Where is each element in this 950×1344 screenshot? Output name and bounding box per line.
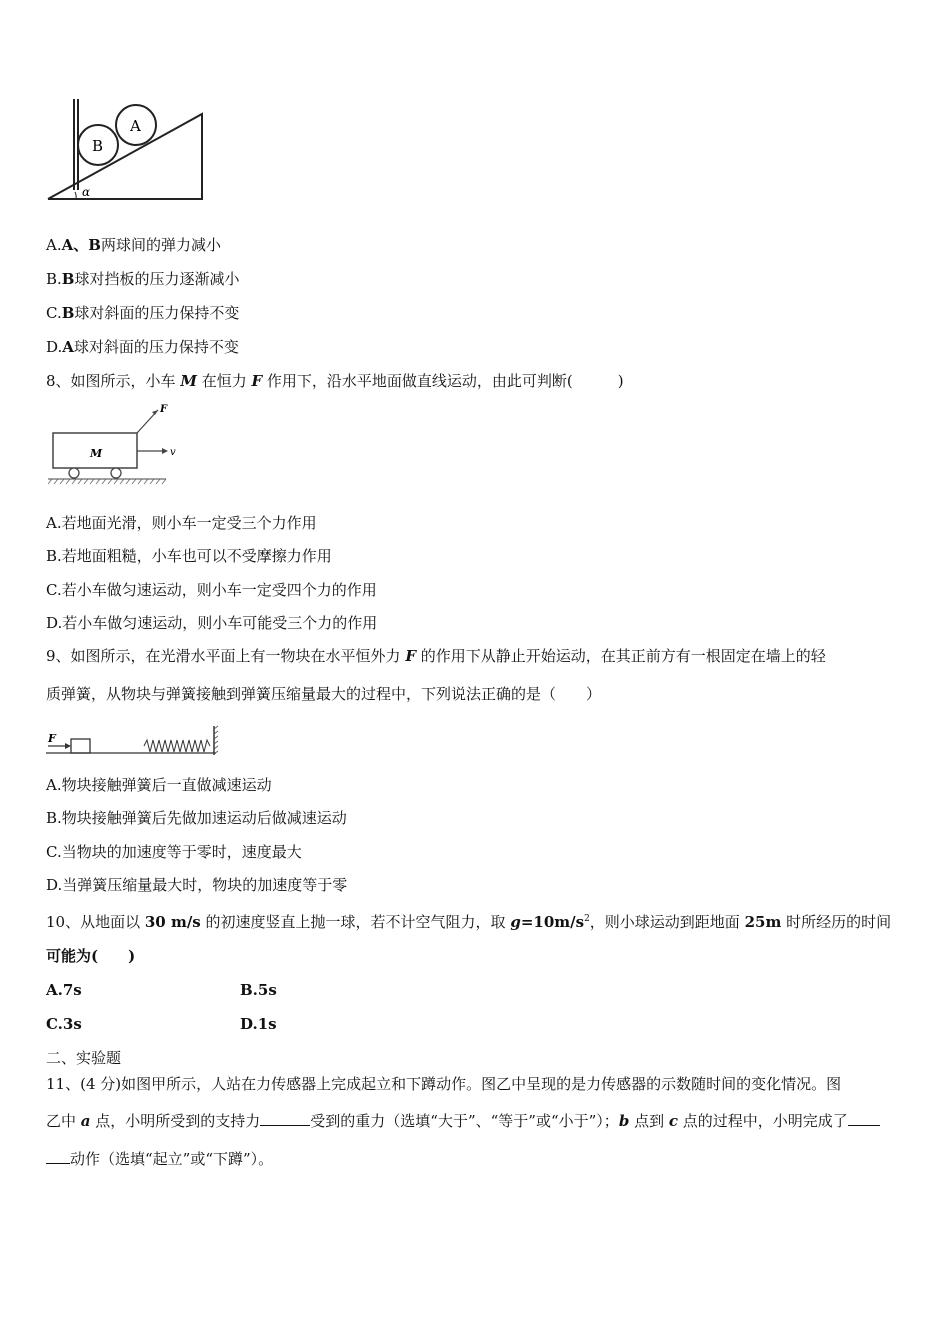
- angle-arc: [75, 192, 76, 199]
- option-text: 当物块的加速度等于零时，速度最大: [61, 843, 302, 861]
- cart-wheel-left: [69, 468, 79, 478]
- velocity-arrowhead: [162, 448, 168, 454]
- spring-force-arrowhead: [65, 743, 71, 749]
- q9-stem-part: 质弹簧，从物块与弹簧接触到弹簧压缩量最大的过程中，下列说法正确的是（ ）: [46, 685, 602, 703]
- q10-stem-part: 10、从地面以: [46, 913, 145, 931]
- q8-stem: [46, 371, 624, 391]
- option-text: 若小车做匀速运动，则小车一定受四个力的作用: [61, 581, 377, 599]
- q7-option-d: [46, 337, 239, 357]
- option-text: 两球间的弹力减小: [100, 236, 221, 254]
- q8-option-c: [46, 580, 377, 600]
- q11-point-c: c: [668, 1112, 678, 1130]
- option-letter: D.: [46, 614, 63, 632]
- angle-label: α: [82, 185, 91, 199]
- q10-option-a: A.7s: [46, 981, 82, 999]
- q10-stem-part: 的初速度竖直上抛一球，若不计空气阻力，取: [200, 913, 511, 931]
- q9-option-b: [46, 808, 347, 828]
- option-letter: B.: [46, 547, 62, 565]
- q11-part: 动作（选填“起立”或“下蹲”）。: [70, 1150, 274, 1168]
- q10-stem-part: 时所经历的时间: [781, 913, 892, 931]
- q11-part: 点的过程中，小明完成了: [678, 1112, 848, 1130]
- q11-line1: 11、(4 分)如图甲所示，人站在力传感器上完成起立和下蹲动作。图乙中呈现的是力传感器的示数随时间的变化情况。图: [46, 1075, 842, 1093]
- q8-option-a: [46, 513, 317, 533]
- option-text: 球对挡板的压力逐渐减小: [74, 270, 240, 288]
- q8-option-d: [46, 613, 377, 633]
- figure-block-spring: [44, 724, 224, 764]
- option-letter: C.: [46, 304, 62, 322]
- q10-height-value: 25m: [744, 913, 782, 931]
- q7-option-c: [46, 303, 239, 323]
- section-title: 二、实验题: [46, 1049, 122, 1067]
- option-letter: A.: [46, 514, 62, 532]
- ground-hatch: [48, 479, 166, 484]
- option-text: 若地面光滑，则小车一定受三个力作用: [61, 514, 317, 532]
- spring: [144, 740, 210, 752]
- q7-option-b: [46, 269, 240, 289]
- ball-b-label: B: [92, 137, 104, 155]
- figure-cart: [44, 400, 184, 490]
- q9-stem-part: 的作用下从静止开始运动，在其正前方有一根固定在墙上的轻: [415, 647, 826, 665]
- q11-point-a: a: [80, 1112, 91, 1130]
- q10-option-d: D.1s: [240, 1015, 277, 1033]
- answer-blank-2b[interactable]: [46, 1149, 70, 1164]
- option-letter: B.: [46, 809, 62, 827]
- q10-stem-line2: [46, 946, 135, 966]
- q11-point-b: b: [618, 1112, 630, 1130]
- q11-part: 乙中: [46, 1112, 81, 1130]
- q10-stem-part: ，则小球运动到距地面: [589, 913, 745, 931]
- q10-velocity-value: 30 m/s: [144, 913, 201, 931]
- cart-wheel-right: [111, 468, 121, 478]
- option-text: 若地面粗糙，小车也可以不受摩擦力作用: [61, 547, 332, 565]
- ball-a-label: A: [130, 117, 141, 135]
- q10-stem-part: 可能为( ): [46, 947, 136, 965]
- q9-stem-part: 9、如图所示，在光滑水平面上有一物块在水平恒外力: [46, 647, 406, 665]
- option-letter: D.: [46, 876, 63, 894]
- option-subject: B: [61, 304, 75, 322]
- option-subject: A: [62, 338, 74, 356]
- q8-stem-part: 8、如图所示，小车: [46, 372, 181, 390]
- q10-g-symbol: g: [510, 913, 521, 931]
- q7-option-a: [46, 235, 221, 255]
- block: [71, 739, 90, 753]
- q11-part: 受到的重力（选填“大于”、“等于”或“小于”）；: [310, 1112, 619, 1130]
- q11-line2: [46, 1111, 880, 1131]
- q8-force-symbol: F: [251, 372, 263, 390]
- force-arrowhead: [152, 410, 158, 415]
- option-text: 球对斜面的压力保持不变: [74, 304, 240, 322]
- q8-stem-part: 在恒力: [196, 372, 252, 390]
- option-letter: C.: [46, 843, 62, 861]
- q10-g-exponent: 2: [584, 914, 590, 924]
- q10-option-c: C.3s: [46, 1015, 82, 1033]
- q10-g-value: =10m/s: [520, 913, 585, 931]
- q9-stem-line1: [46, 646, 826, 666]
- q11-line3: [46, 1149, 273, 1169]
- q9-force-symbol: F: [405, 647, 416, 665]
- option-text: 球对斜面的压力保持不变: [73, 338, 239, 356]
- option-text: 若小车做匀速运动，则小车可能受三个力的作用: [62, 614, 378, 632]
- q10-option-b: B.5s: [240, 981, 277, 999]
- q11-part: 点到: [629, 1112, 669, 1130]
- option-letter: B.: [46, 270, 62, 288]
- q9-option-c: [46, 842, 302, 862]
- q8-stem-part: 作用下，沿水平地面做直线运动，由此可判断( ): [262, 372, 624, 390]
- answer-blank-2a[interactable]: [848, 1111, 880, 1126]
- answer-blank-1[interactable]: [260, 1111, 310, 1126]
- q9-option-a: [46, 775, 272, 795]
- q8-mass-symbol: M: [180, 372, 197, 390]
- q9-stem-line2: [46, 684, 601, 704]
- q9-option-d: [46, 875, 347, 895]
- velocity-label: v: [170, 447, 176, 458]
- figure-balls-on-incline: [40, 92, 215, 207]
- spring-force-label: F: [48, 732, 56, 745]
- option-letter: C.: [46, 581, 62, 599]
- option-letter: A.: [46, 776, 62, 794]
- option-letter: A.: [46, 236, 62, 254]
- q8-option-b: [46, 546, 332, 566]
- incline: [48, 114, 202, 199]
- option-text: 物块接触弹簧后先做加速运动后做减速运动: [61, 809, 347, 827]
- option-text: 物块接触弹簧后一直做减速运动: [61, 776, 272, 794]
- q10-stem-line1: [46, 909, 891, 932]
- option-text: 当弹簧压缩量最大时，物块的加速度等于零: [62, 876, 348, 894]
- option-subject: B: [61, 270, 75, 288]
- option-subject: A、B: [61, 236, 101, 254]
- cart-mass-label: M: [90, 447, 103, 460]
- q11-part: 点，小明所受到的支持力: [90, 1112, 261, 1130]
- option-letter: D.: [46, 338, 63, 356]
- force-label: F: [160, 404, 168, 415]
